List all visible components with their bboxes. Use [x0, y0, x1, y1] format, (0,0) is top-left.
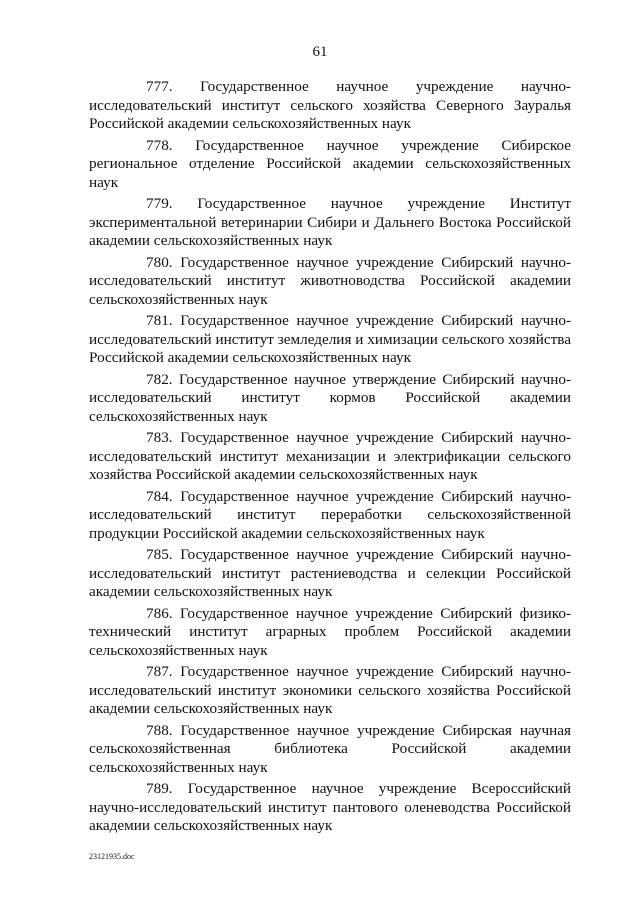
- item-number: 787.: [146, 663, 173, 680]
- page-number: 61: [312, 44, 328, 60]
- list-item: [89, 546, 571, 602]
- item-number: 778.: [146, 136, 173, 154]
- list-item: [89, 371, 571, 427]
- item-text: Государственное научное учреждение Сибирская научная сельскохозяйственная библиотека Российской академии сельскохозяйственных наук: [89, 721, 572, 776]
- list-item: [89, 195, 571, 251]
- item-number: 777.: [146, 78, 173, 95]
- list-item: [89, 254, 571, 310]
- item-text: Государственное научное учреждение Сибирский научно-исследовательский институт переработки сельскохозяйственной продукции Российской академии сельскохозяйственных наук: [89, 487, 572, 542]
- item-number: 780.: [146, 253, 173, 271]
- item-text: Государственное научное учреждение Сибирский научно-исследовательский институт животноводства Российской академии сельскохозяйственных наук: [89, 253, 572, 308]
- item-text: Государственное научное учреждение Сибирское региональное отделение Российской академии сельскохозяйственных наук: [89, 136, 572, 191]
- item-number: 785.: [146, 546, 173, 563]
- item-number: 781.: [146, 312, 173, 329]
- item-number: 784.: [146, 487, 173, 505]
- item-number: 788.: [146, 721, 173, 739]
- document-body: [89, 78, 571, 839]
- item-text: Государственное научное учреждение Всероссийский научно-исследовательский институт пантового оленеводства Российской академии сельскохозяйственных наук: [89, 780, 571, 834]
- list-item: [89, 605, 571, 661]
- item-text: Государственное научное учреждение Сибирский научно-исследовательский институт механизации и электрификации сельского хозяйства Российской академии сельскохозяйственных наук: [89, 429, 572, 483]
- list-item: [89, 663, 571, 719]
- item-text: Государственное научное учреждение научно-исследовательский институт сельского хозяйства Северного Зауралья Российской академии сельскохозяйственных наук: [89, 78, 571, 132]
- list-item: [89, 488, 571, 544]
- item-number: 783.: [146, 429, 173, 446]
- list-item: [89, 780, 571, 836]
- item-number: 789.: [146, 780, 173, 797]
- item-text: Государственное научное учреждение Институт экспериментальной ветеринарии Сибири и Дальнего Востока Российской академии сельскохозяйственных наук: [89, 195, 572, 249]
- list-item: [89, 429, 571, 485]
- item-text: Государственное научное учреждение Сибирский научно-исследовательский институт растениеводства и селекции Российской академии сельскохозяйственных наук: [89, 546, 572, 600]
- item-number: 779.: [146, 195, 173, 212]
- item-number: 786.: [146, 604, 173, 622]
- list-item: [89, 722, 571, 778]
- list-item: [89, 137, 571, 193]
- item-text: Государственное научное учреждение Сибирский научно-исследовательский институт земледелия и химизации сельского хозяйства Российской академии сельскохозяйственных наук: [89, 312, 572, 366]
- item-text: Государственное научное учреждение Сибирский научно-исследовательский институт экономики сельского хозяйства Российской академии сельскохозяйственных наук: [89, 663, 572, 717]
- list-item: [89, 78, 571, 134]
- item-number: 782.: [146, 370, 173, 388]
- list-item: [89, 312, 571, 368]
- item-text: Государственное научное учреждение Сибирский физико-технический институт аграрных проблем Российской академии сельскохозяйственных наук: [89, 604, 571, 659]
- file-name-footer: 23121935.doc: [89, 852, 135, 861]
- item-text: Государственное научное утверждение Сибирский научно-исследовательский институт кормов Российской академии сельскохозяйственных наук: [89, 370, 571, 425]
